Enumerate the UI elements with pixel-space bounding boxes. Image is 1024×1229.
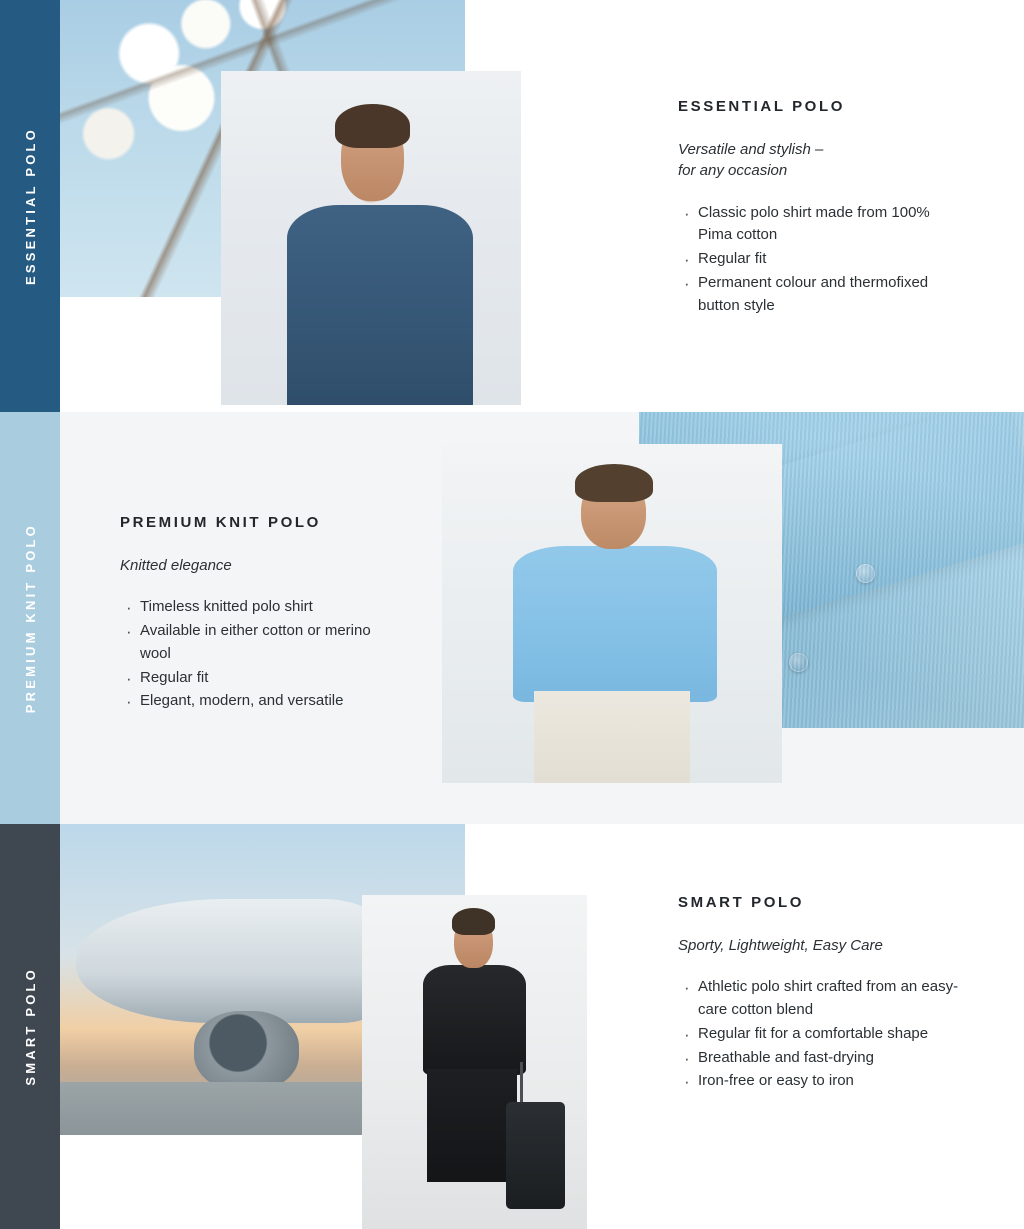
list-item: · Available in either cotton or merino wool (140, 620, 388, 666)
list-item: · Breathable and fast-drying (698, 1047, 960, 1070)
list-item: · Athletic polo shirt crafted from an easy-care cotton blend (698, 976, 960, 1022)
spine-label-smart: SMART POLO (22, 967, 38, 1086)
heading-premium: PREMIUM KNIT POLO (120, 514, 321, 531)
tagline-smart: Sporty, Lightweight, Easy Care (678, 937, 883, 954)
polo-shirt-shape (513, 546, 717, 702)
list-item: · Iron-free or easy to iron (698, 1070, 960, 1093)
suitcase-shape (506, 1102, 565, 1209)
bullet-list-essential (678, 202, 958, 318)
engine-shape (194, 1011, 299, 1092)
polo-shirt-shape (287, 205, 473, 405)
list-item: · Regular fit (698, 248, 958, 271)
spine-premium-knit-polo (0, 412, 60, 824)
model-hair-shape (452, 908, 495, 935)
section-essential-polo (0, 0, 1024, 412)
list-item: · Elegant, modern, and versatile (140, 690, 388, 713)
trousers-shape (427, 1069, 517, 1183)
list-item: · Classic polo shirt made from 100% Pima cotton (698, 202, 958, 248)
spine-label-premium: PREMIUM KNIT POLO (22, 522, 38, 714)
tagline-essential (678, 139, 958, 182)
trousers-shape (534, 691, 690, 783)
fuselage-shape (76, 899, 376, 1023)
essential-polo-model-photo (221, 71, 521, 405)
heading-essential: ESSENTIAL POLO (678, 98, 845, 115)
spine-smart-polo (0, 824, 60, 1229)
list-item: · Regular fit (140, 667, 388, 690)
premium-knit-polo-model-photo (442, 444, 782, 783)
button-detail (856, 564, 875, 583)
heading-smart: SMART POLO (678, 894, 804, 911)
copy-block-essential (678, 98, 958, 319)
spine-label-essential: ESSENTIAL POLO (22, 127, 38, 285)
tagline-premium: Knitted elegance (120, 557, 232, 574)
model-hair-shape (335, 104, 410, 147)
list-item: · Timeless knitted polo shirt (140, 596, 388, 619)
list-item: · Regular fit for a comfortable shape (698, 1023, 960, 1046)
spine-essential-polo (0, 0, 60, 412)
bullet-list-smart (678, 976, 960, 1093)
polo-shirt-shape (423, 965, 527, 1075)
smart-polo-model-photo (362, 895, 587, 1229)
copy-block-premium (120, 514, 388, 714)
tagline-line-1: Versatile and stylish – (678, 141, 824, 158)
model-hair-shape (575, 464, 653, 501)
list-item: · Permanent colour and thermofixed button style (698, 272, 958, 318)
button-detail (789, 653, 808, 672)
bullet-list-premium (120, 596, 388, 713)
copy-block-smart (678, 894, 960, 1094)
tagline-line-2: for any occasion (678, 162, 788, 180)
